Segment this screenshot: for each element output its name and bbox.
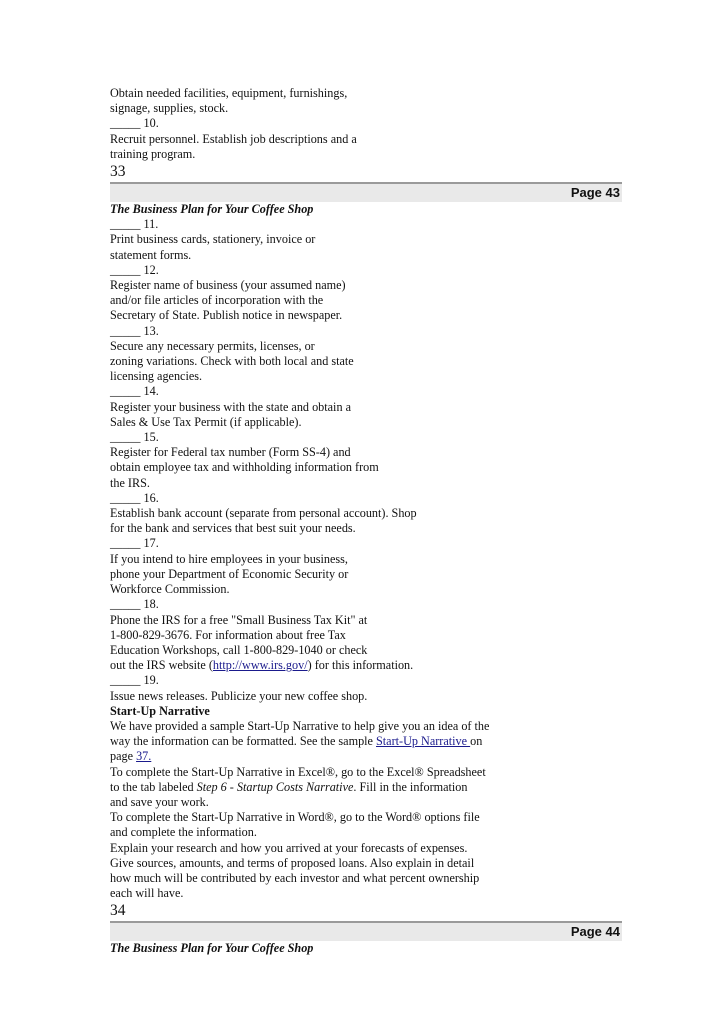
text-span: to the tab labeled [110,779,197,794]
text-line: Workforce Commission. [110,582,230,597]
text-line [110,749,622,764]
text-line: Register your business with the state and obtain a [110,399,351,414]
page-separator-bar [110,182,622,202]
checklist-block-2 [110,217,622,673]
text-line: _____ 17. [110,536,159,551]
checklist-block-1 [110,86,622,162]
tab-name-italic: Step 6 - Startup Costs Narrative [196,779,354,794]
text-line: signage, supplies, stock. [110,101,229,116]
text-line: _____ 13. [110,323,159,338]
page-label: Page 44 [570,924,620,940]
page-37-link[interactable]: 37. [136,749,152,764]
text-line [110,780,622,795]
text-line: _____ 16. [110,490,159,505]
printed-page-number: 34 [110,902,126,920]
text-line: Recruit personnel. Establish job descriptions and a [110,131,357,146]
text-line: We have provided a sample Start-Up Narrative to help give you an idea of the [110,718,490,733]
text-line: Register for Federal tax number (Form SS-4) and [110,445,351,460]
document-page [110,86,622,957]
text-line: Phone the IRS for a free "Small Business Tax Kit" at [110,612,368,627]
text-line: and complete the information. [110,825,257,840]
startup-narrative-link[interactable]: Start-Up Narrative [376,734,471,749]
text-line: To complete the Start-Up Narrative in Word®, go to the Word® options file [110,810,480,825]
text-line: 1-800-829-3676. For information about free Tax [110,627,346,642]
text-line: the IRS. [110,475,150,490]
text-line: _____ 11. [110,217,159,232]
text-span: on [470,734,483,749]
text-line: for the bank and services that best suit your needs. [110,521,356,536]
text-line: Secretary of State. Publish notice in newspaper. [110,308,343,323]
text-line: _____ 14. [110,384,159,399]
text-line: how much will be contributed by each investor and what percent ownership [110,870,480,885]
text-line: obtain employee tax and withholding information from [110,460,379,475]
text-line: Issue news releases. Publicize your new coffee shop. [110,688,368,703]
text-line [110,734,622,749]
text-line: _____ 12. [110,262,159,277]
running-header-title: The Business Plan for Your Coffee Shop [110,941,314,956]
text-line: _____ 10. [110,116,159,131]
text-line: statement forms. [110,247,192,262]
running-header-title: The Business Plan for Your Coffee Shop [110,202,314,217]
text-line: _____ 19. [110,673,159,688]
text-line: Register name of business (your assumed name) [110,278,346,293]
irs-website-link[interactable]: http://www.irs.gov/ [212,658,308,673]
text-span: out the IRS website ( [110,658,213,673]
text-line: Sales & Use Tax Permit (if applicable). [110,414,302,429]
page-separator-bar [110,921,622,941]
text-line: licensing agencies. [110,369,203,384]
text-span: page [110,749,137,764]
text-line: zoning variations. Check with both local and state [110,354,354,369]
text-line: training program. [110,146,196,161]
narrative-body [110,719,622,901]
text-line: _____ 18. [110,597,159,612]
text-line: each will have. [110,886,184,901]
text-line: Secure any necessary permits, licenses, or [110,338,315,353]
text-span: way the information can be formatted. See the sample [110,734,377,749]
text-line: Give sources, amounts, and terms of proposed loans. Also explain in detail [110,855,475,870]
printed-page-number: 33 [110,163,126,181]
section-heading: Start-Up Narrative [110,703,210,718]
text-line: If you intend to hire employees in your business, [110,551,348,566]
text-line: Print business cards, stationery, invoice or [110,232,316,247]
text-line: _____ 15. [110,430,159,445]
irs-website-line [110,658,622,673]
text-line: Obtain needed facilities, equipment, furnishings, [110,86,348,100]
text-line: Education Workshops, call 1-800-829-1040 or check [110,642,368,657]
text-line: To complete the Start-Up Narrative in Excel®, go to the Excel® Spreadsheet [110,764,486,779]
page-label: Page 43 [570,185,620,201]
text-line: Establish bank account (separate from personal account). Shop [110,506,417,521]
text-line: phone your Department of Economic Security or [110,566,349,581]
text-span: ) for this information. [307,658,414,673]
checklist-block-3 [110,673,622,703]
text-line: and/or file articles of incorporation with the [110,293,324,308]
text-line: Explain your research and how you arrived at your forecasts of expenses. [110,840,468,855]
text-line: and save your work. [110,794,209,809]
text-span: . Fill in the information [353,779,468,794]
